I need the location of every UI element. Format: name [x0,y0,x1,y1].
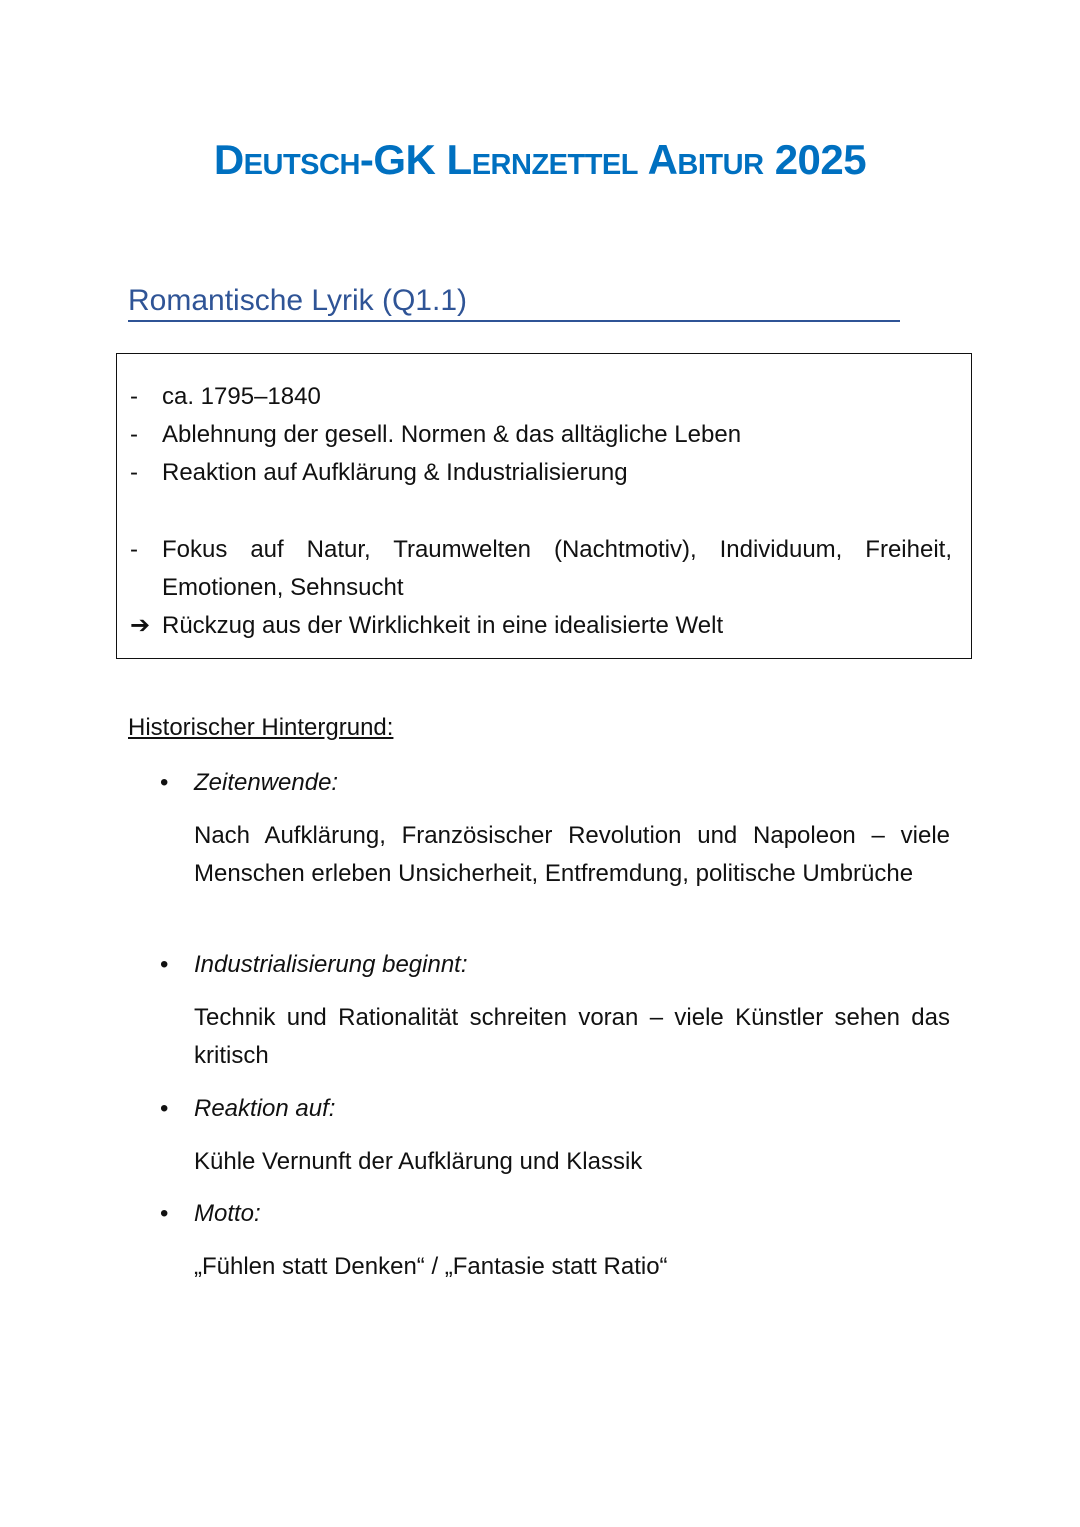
item-text: ca. 1795–1840 [162,383,321,410]
list-item [130,531,952,607]
list-item [130,378,952,416]
list-item [130,416,952,454]
item-label: Reaktion auf: [194,1095,336,1122]
dash-marker: - [130,421,138,448]
bullet-icon: • [160,1095,169,1122]
arrow-icon: ➔ [130,612,151,639]
dash-marker: - [130,459,138,486]
item-label: Motto: [194,1200,261,1227]
bullet-icon: • [160,1200,169,1227]
list-item [130,607,952,645]
bullet-item [160,764,950,802]
list-item [130,454,952,492]
bullet-item [160,1195,950,1233]
bullet-item [160,946,950,984]
item-text: „Fühlen statt Denken“ / „Fantasie statt Ratio“ [194,1253,668,1280]
bullet-icon: • [160,951,169,978]
item-text: Fokus auf Natur, Traumwelten (Nachtmotiv), Individuum, Freiheit, Emotionen, Sehnsucht [162,536,952,601]
bullet-item [160,1090,950,1128]
section-heading: Romantische Lyrik (Q1.1) [128,284,900,322]
item-text: Kühle Vernunft der Aufklärung und Klassik [194,1148,643,1175]
item-text: Technik und Rationalität schreiten voran – viele Künstler sehen das kritisch [194,1004,950,1069]
item-label: Zeitenwende: [194,769,339,796]
item-label: Industrialisierung beginnt: [194,951,468,978]
item-text: Ablehnung der gesell. Normen & das alltägliche Leben [162,421,742,448]
item-text: Rückzug aus der Wirklichkeit in eine idealisierte Welt [162,612,724,639]
history-heading: Historischer Hintergrund: [128,714,394,741]
summary-box [116,353,972,659]
item-text: Nach Aufklärung, Französischer Revolution und Napoleon – viele Menschen erleben Unsicherheit, Entfremdung, politische Umbrüche [194,822,950,887]
dash-marker: - [130,383,138,410]
bullet-icon: • [160,769,169,796]
dash-marker: - [130,536,138,563]
page-title: Deutsch-GK Lernzettel Abitur 2025 [213,136,867,183]
item-text: Reaktion auf Aufklärung & Industrialisierung [162,459,628,486]
